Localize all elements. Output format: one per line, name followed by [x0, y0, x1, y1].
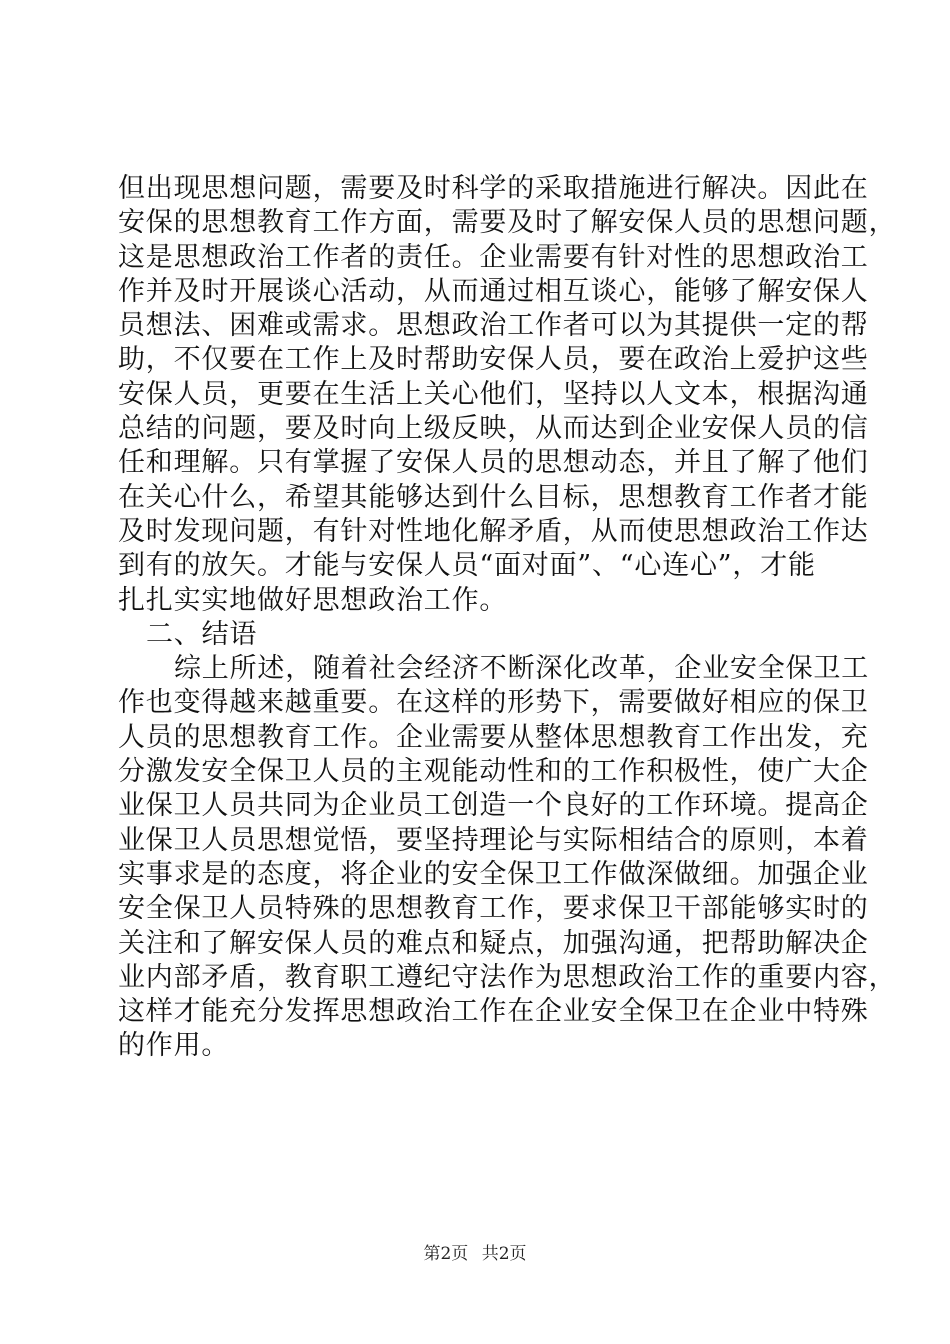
body-line: 安保的思想教育工作方面，需要及时了解安保人员的思想问题， — [118, 207, 897, 239]
body-line: 扎扎实实地做好思想政治工作。 — [118, 584, 508, 616]
body-line: 总结的问题，要及时向上级反映，从而达到企业安保人员的信 — [118, 413, 869, 445]
body-line: 到有的放矢。才能与安保人员“面对面”、“心连心”，才能 — [118, 550, 816, 582]
body-line: 任和理解。只有掌握了安保人员的思想动态，并且了解了他们 — [118, 447, 869, 479]
page-number: 第2页 — [423, 1244, 469, 1264]
conclusion-line: 这样才能充分发挥思想政治工作在企业安全保卫在企业中特殊 — [118, 996, 869, 1028]
conclusion-line: 作也变得越来越重要。在这样的形势下，需要做好相应的保卫 — [118, 687, 869, 719]
page-footer — [0, 1243, 950, 1265]
body-line: 这是思想政治工作者的责任。企业需要有针对性的思想政治工 — [118, 241, 869, 273]
document-body — [118, 172, 897, 1064]
conclusion-line: 关注和了解安保人员的难点和疑点，加强沟通，把帮助解决企 — [118, 927, 869, 959]
conclusion-line: 安全保卫人员特殊的思想教育工作，要求保卫干部能够实时的 — [118, 893, 869, 925]
page-total: 共2页 — [481, 1244, 527, 1264]
conclusion-line: 的作用。 — [118, 1030, 230, 1062]
body-line: 及时发现问题，有针对性地化解矛盾，从而使思想政治工作达 — [118, 515, 869, 547]
body-line: 助，不仅要在工作上及时帮助安保人员，要在政治上爱护这些 — [118, 344, 869, 376]
body-line: 但出现思想问题，需要及时科学的采取措施进行解决。因此在 — [118, 173, 869, 204]
section-heading: 二、结语 — [146, 618, 258, 650]
body-line: 员想法、困难或需求。思想政治工作者可以为其提供一定的帮 — [118, 310, 869, 342]
conclusion-line: 业保卫人员思想觉悟，要坚持理论与实际相结合的原则，本着 — [118, 824, 869, 856]
conclusion-line: 业内部矛盾，教育职工遵纪守法作为思想政治工作的重要内容， — [118, 961, 897, 993]
conclusion-line: 人员的思想教育工作。企业需要从整体思想教育工作出发，充 — [118, 721, 869, 753]
conclusion-line: 业保卫人员共同为企业员工创造一个良好的工作环境。提高企 — [118, 790, 869, 822]
body-line: 作并及时开展谈心活动，从而通过相互谈心，能够了解安保人 — [118, 275, 869, 307]
conclusion-line: 实事求是的态度，将企业的安全保卫工作做深做细。加强企业 — [118, 858, 869, 890]
body-line: 在关心什么，希望其能够达到什么目标，思想教育工作者才能 — [118, 481, 869, 513]
conclusion-line: 分激发安全保卫人员的主观能动性和的工作积极性，使广大企 — [118, 756, 869, 788]
body-line: 安保人员，更要在生活上关心他们，坚持以人文本，根据沟通 — [118, 378, 869, 410]
conclusion-line: 综上所述，随着社会经济不断深化改革，企业安全保卫工 — [174, 653, 869, 685]
